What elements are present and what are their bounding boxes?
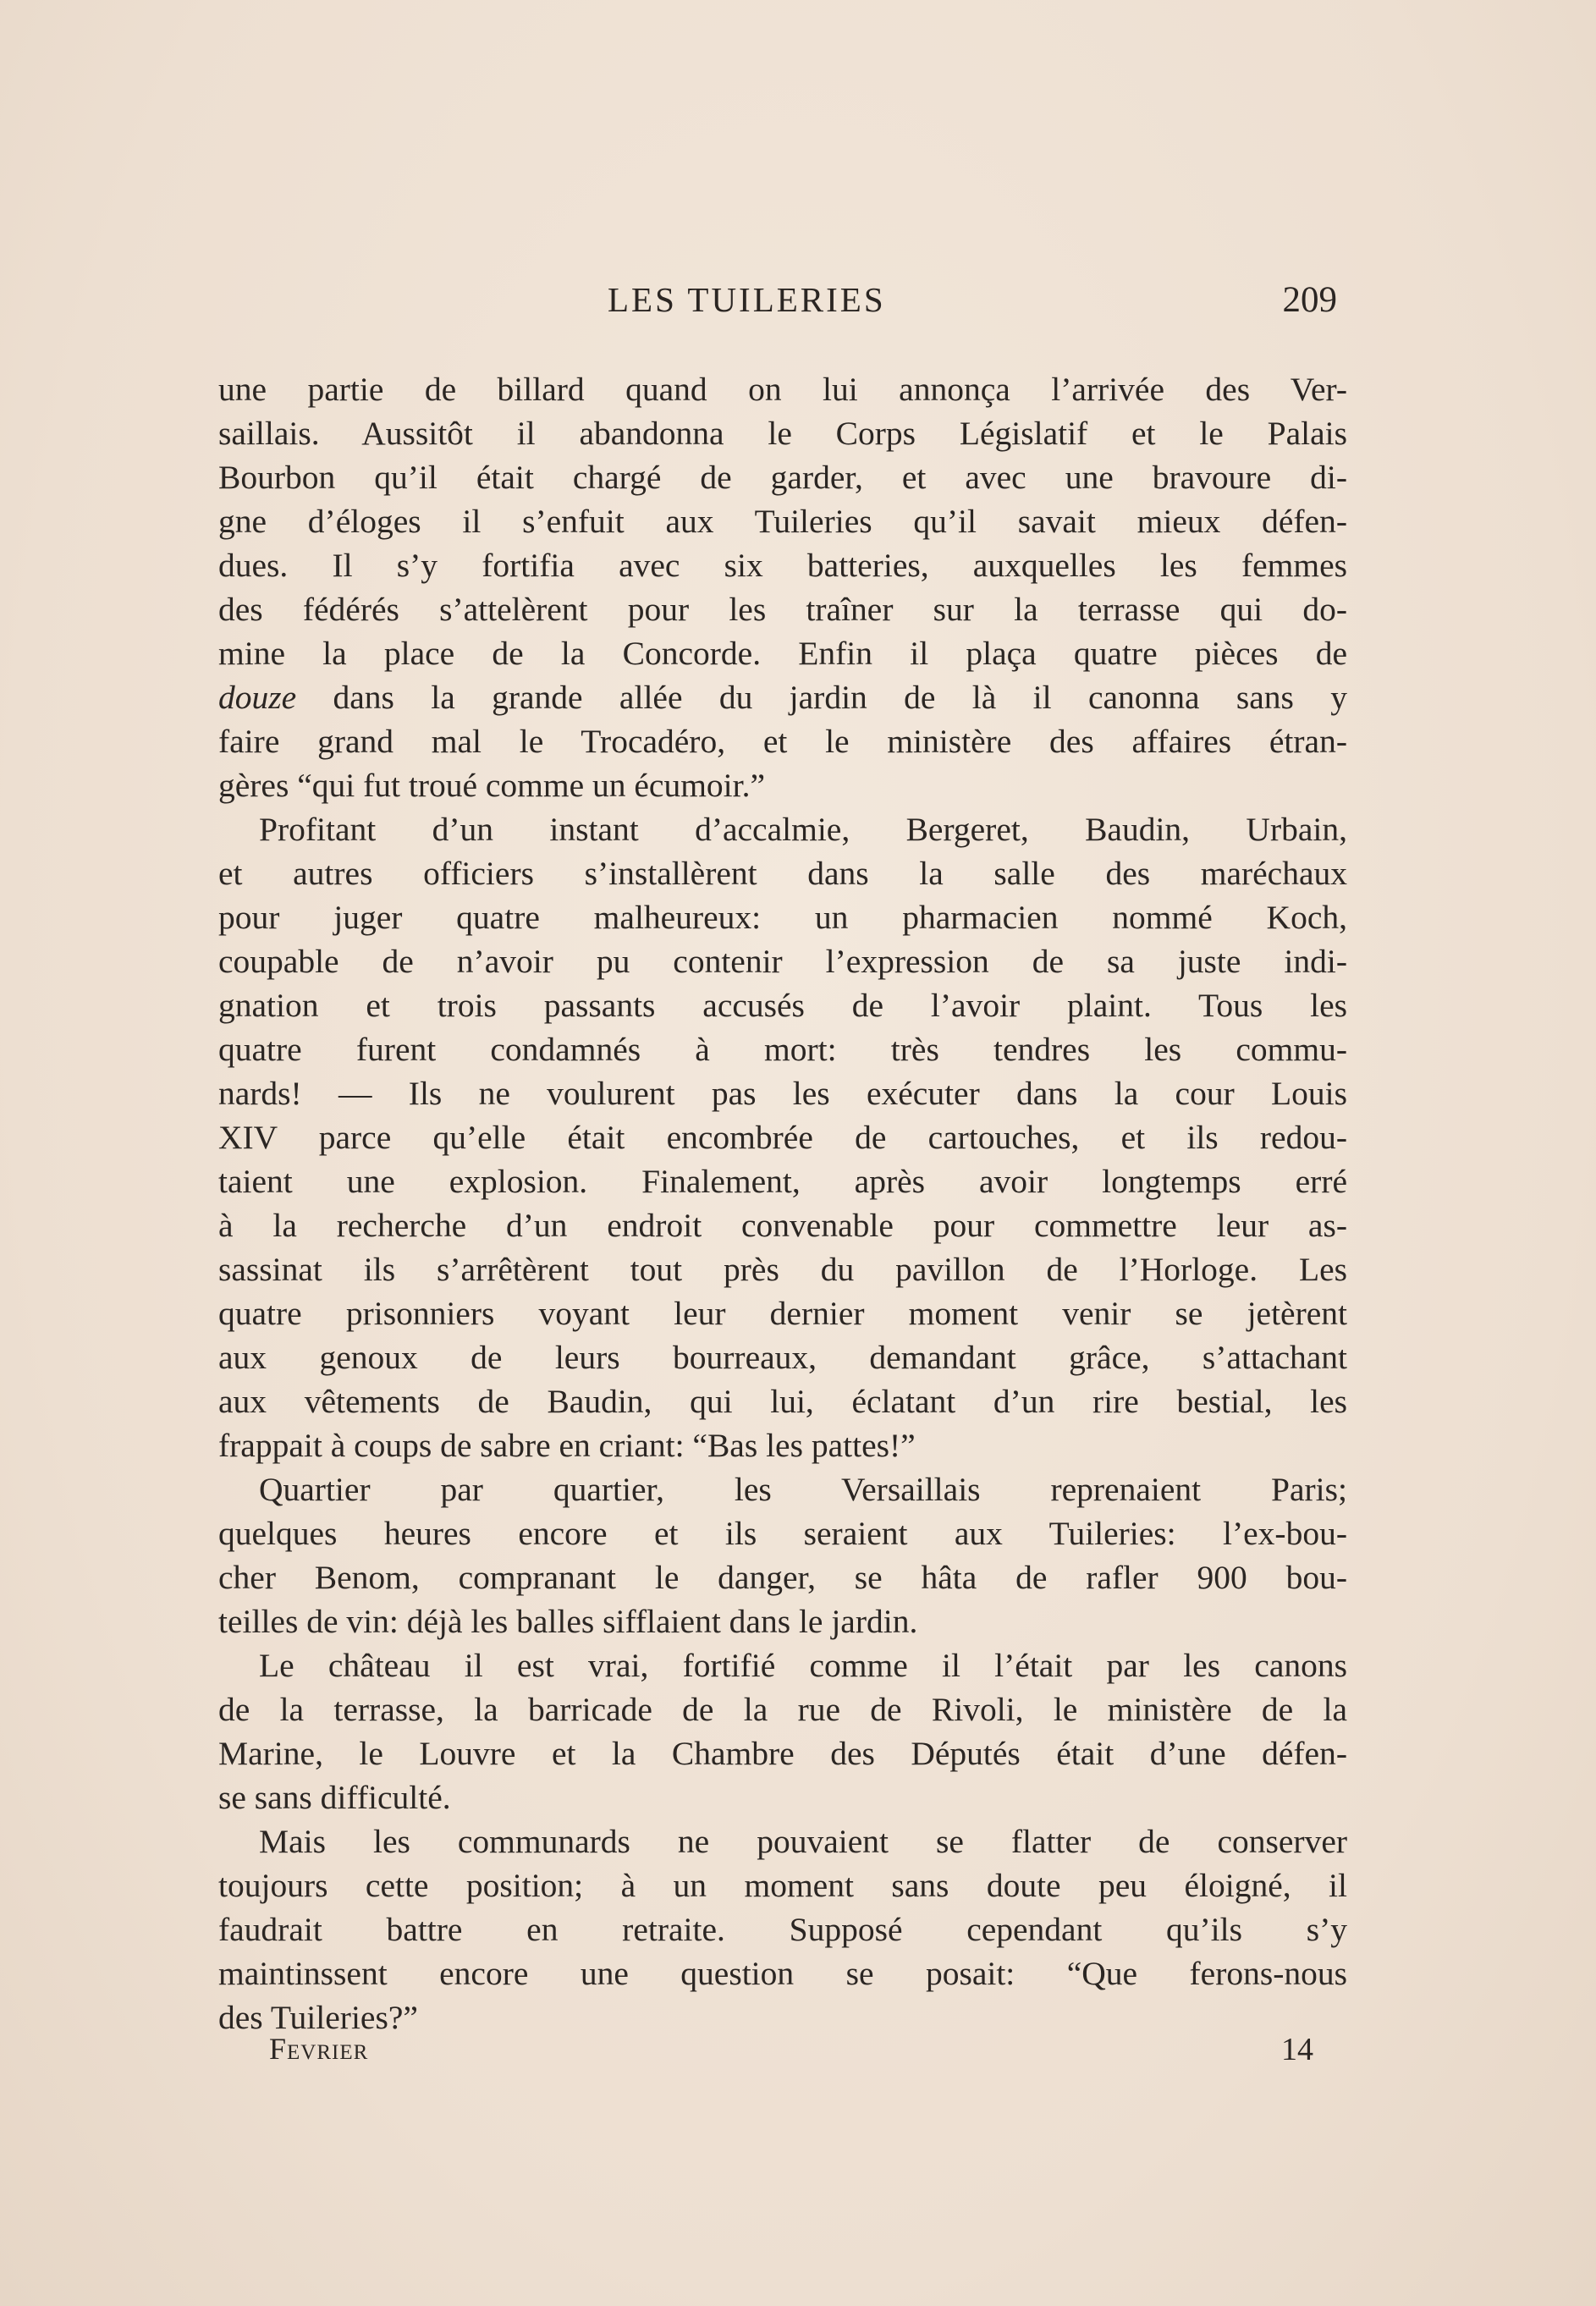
text-line: faire grand mal le Trocadéro, et le ministère des affaires étran-	[218, 723, 1347, 760]
italic-word: douze	[218, 679, 297, 716]
text-line: taient une explosion. Finalement, après avoir longtemps erré	[218, 1163, 1347, 1200]
text-line: coupable de n’avoir pu contenir l’expression de sa juste indi-	[218, 943, 1347, 980]
text-line: sassinat ils s’arrêtèrent tout près du pavillon de l’Horloge. Les	[218, 1251, 1347, 1288]
text-line: dues. Il s’y fortifia avec six batteries, auxquelles les femmes	[218, 547, 1347, 584]
running-title: LES TUILERIES	[608, 280, 886, 319]
text-line: et autres officiers s’installèrent dans la salle des maréchaux	[218, 855, 1347, 892]
text-line: faudrait battre en retraite. Supposé cependant qu’ils s’y	[218, 1911, 1347, 1948]
text-line: Bourbon qu’il était chargé de garder, et avec une bravoure di-	[218, 459, 1347, 496]
text-line: Profitant d’un instant d’accalmie, Bergeret, Baudin, Urbain,	[259, 811, 1347, 848]
text-line: Quartier par quartier, les Versaillais reprenaient Paris;	[259, 1471, 1347, 1508]
text-line: une partie de billard quand on lui annonça l’arrivée des Ver-	[218, 371, 1347, 408]
text-line-rest: dans la grande allée du jardin de là il canonna sans y	[333, 679, 1347, 716]
text-line: quatre furent condamnés à mort: très tendres les commu-	[218, 1031, 1347, 1068]
text-line	[218, 675, 1347, 719]
text-line: mine la place de la Concorde. Enfin il plaça quatre pièces de	[218, 635, 1347, 672]
page-number: 209	[1282, 280, 1337, 320]
text-line: XIV parce qu’elle était encombrée de cartouches, et ils redou-	[218, 1119, 1347, 1156]
text-line: à la recherche d’un endroit convenable pour commettre leur as-	[218, 1207, 1347, 1244]
page-header	[222, 279, 1337, 330]
text-line: maintinssent encore une question se posait: “Que ferons-nous	[218, 1955, 1347, 1992]
body-text	[218, 367, 1347, 2039]
text-line: de la terrasse, la barricade de la rue de Rivoli, le ministère de la	[218, 1691, 1347, 1728]
text-line: aux vêtements de Baudin, qui lui, éclatant d’un rire bestial, les	[218, 1383, 1347, 1420]
text-line: Marine, le Louvre et la Chambre des Députés était d’une défen-	[218, 1735, 1347, 1772]
text-line: des fédérés s’attelèrent pour les traîner sur la terrasse qui do-	[218, 591, 1347, 628]
text-line: quelques heures encore et ils seraient aux Tuileries: l’ex-bou-	[218, 1515, 1347, 1552]
text-line: nards! — Ils ne voulurent pas les exécuter dans la cour Louis	[218, 1075, 1347, 1112]
sheet-number: 14	[1281, 2032, 1313, 2067]
text-line: aux genoux de leurs bourreaux, demandant grâce, s’attachant	[218, 1339, 1347, 1376]
text-line: gères “qui fut troué comme un écumoir.”	[218, 767, 766, 804]
text-line: Le château il est vrai, fortifié comme il l’était par les canons	[259, 1647, 1347, 1684]
signature-mark: Fevrier	[269, 2032, 369, 2066]
text-line: frappait à coups de sabre en criant: “Bas les pattes!”	[218, 1427, 916, 1464]
text-line: Mais les communards ne pouvaient se flatter de conserver	[259, 1823, 1347, 1860]
page-footer	[222, 2031, 1322, 2082]
text-line: pour juger quatre malheureux: un pharmacien nommé Koch,	[218, 899, 1347, 936]
text-line: gne d’éloges il s’enfuit aux Tuileries qu’il savait mieux défen-	[218, 503, 1347, 540]
text-line: quatre prisonniers voyant leur dernier moment venir se jetèrent	[218, 1295, 1347, 1332]
text-line: cher Benom, compranant le danger, se hâta de rafler 900 bou-	[218, 1559, 1347, 1596]
text-line: se sans difficulté.	[218, 1779, 451, 1816]
text-line: des Tuileries?”	[218, 1999, 418, 2036]
text-line: toujours cette position; à un moment sans doute peu éloigné, il	[218, 1867, 1347, 1904]
text-line: saillais. Aussitôt il abandonna le Corps Législatif et le Palais	[218, 415, 1347, 452]
text-line: gnation et trois passants accusés de l’avoir plaint. Tous les	[218, 987, 1347, 1024]
text-line: teilles de vin: déjà les balles sifflaient dans le jardin.	[218, 1603, 918, 1640]
